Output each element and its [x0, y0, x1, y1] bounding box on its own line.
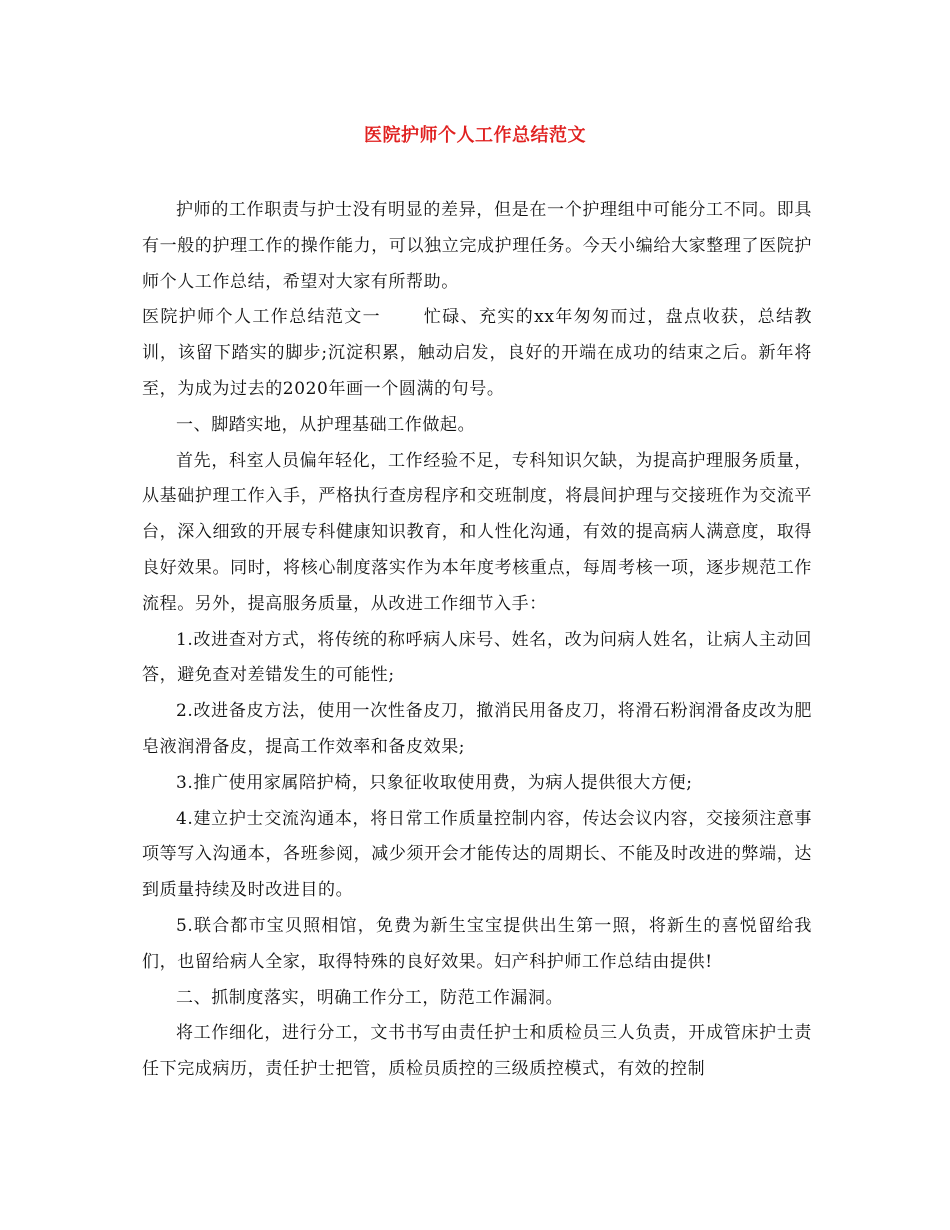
heading-one: 一、脚踏实地，从护理基础工作做起。: [176, 414, 476, 435]
list-item-1: 1.改进查对方式，将传统的称呼病人床号、姓名，改为问病人姓名，让病人主动回答，避免查对差错发生的可能性;: [142, 629, 812, 686]
list-item-2: 2.改进备皮方法，使用一次性备皮刀，撤消民用备皮刀，将滑石粉润滑备皮改为肥皂液润滑备皮，提高工作效率和备皮效果;: [142, 701, 812, 757]
paragraph-two: 将工作细化，进行分工，文书书写由责任护士和质检员三人负责，开成管床护士责任下完成病历，责任护士把管，质检员质控的三级质控模式，有效的控制: [142, 1023, 812, 1080]
document-title: 医院护师个人工作总结范文: [364, 125, 586, 146]
heading-two: 二、抓制度落实，明确工作分工，防范工作漏洞。: [176, 987, 564, 1008]
section-one-paragraph: [142, 300, 812, 407]
section-one-label: 医院护师个人工作总结范文一: [142, 307, 382, 328]
paragraph-one: 首先，科室人员偏年轻化，工作经验不足，专科知识欠缺，为提高护理服务质量，从基础护理工作入手，严格执行查房程序和交班制度，将晨间护理与交接班作为交流平台，深入细致的开展专科健康知识教育，和人性化沟通，有效的提高病人满意度，取得良好效果。同时，将核心制度落实作为本年度考核重点，每周考核一项，逐步规范工作流程。另外，提高服务质量，从改进工作细节入手：: [142, 450, 812, 614]
list-item-3: 3.推广使用家属陪护椅，只象征收取使用费，为病人提供很大方便;: [176, 772, 693, 793]
list-item-4: 4.建立护士交流沟通本，将日常工作质量控制内容，传达会议内容，交接须注意事项等写入沟通本，各班参阅，减少须开会才能传达的周期长、不能及时改进的弊端，达到质量持续及时改进目的。: [142, 808, 812, 901]
section-one-text: 忙碌、充实的xx年匆匆而过，盘点收获，总结教训，该留下踏实的脚步;沉淀积累，触动启发，良好的开端在成功的结束之后。新年将至，为成为过去的2020年画一个圆满的句号。: [142, 307, 812, 399]
intro-paragraph: 护师的工作职责与护士没有明显的差异，但是在一个护理组中可能分工不同。即具有一般的护理工作的操作能力，可以独立完成护理任务。今天小编给大家整理了医院护师个人工作总结，希望对大家有所帮助。: [142, 200, 812, 292]
document-body: [142, 193, 812, 1088]
list-item-5: 5.联合都市宝贝照相馆，免费为新生宝宝提供出生第一照，将新生的喜悦留给我们，也留给病人全家，取得特殊的良好效果。妇产科护师工作总结由提供!: [142, 915, 812, 972]
